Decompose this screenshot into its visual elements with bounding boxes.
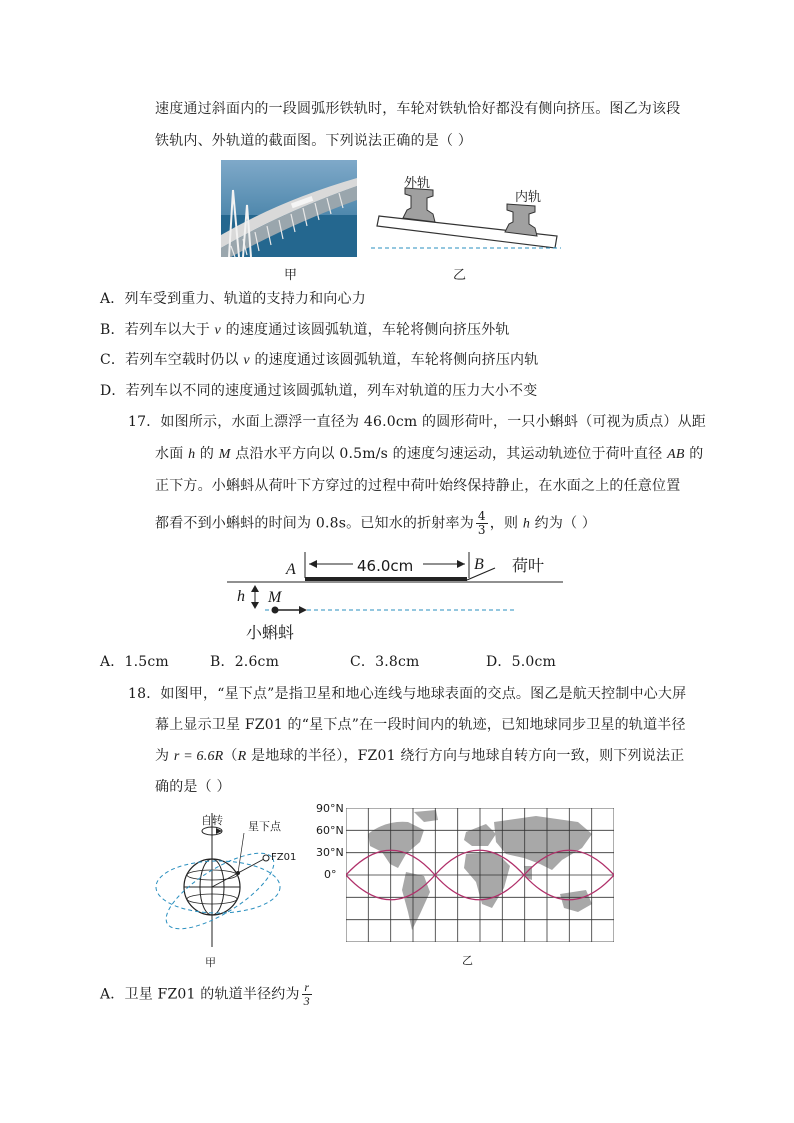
lat-30n-label: 30°N [316, 846, 344, 859]
rotation-label: 自转 [201, 814, 223, 827]
q18-option-a: A．卫星 FZ01 的轨道半径约为 $\frac{r}{3}$ [100, 980, 310, 1008]
fig18-jia-label: 甲 [205, 956, 216, 969]
earth-orbit-diagram [150, 805, 310, 950]
q16-option-c: C．若列车空载时仍以 v 的速度通过该圆弧轨道，车轮将侧向挤压内轨 [100, 352, 539, 368]
q16-intro-line2: 铁轨内、外轨道的截面图。下列说法正确的是（ ） [155, 133, 473, 149]
subsatellite-track-map [346, 808, 614, 942]
fig-yi-label: 乙 [453, 268, 467, 283]
refractive-index-fraction: $\frac{4}{3}$ [477, 509, 486, 537]
subsatellite-point-label: 星下点 [248, 820, 281, 833]
lat-90n-label: 90°N [316, 802, 344, 815]
q18-line3: 为 r = 6.6R（R 是地球的半径），FZ01 绕行方向与地球自转方向一致，则下列说法正 [155, 748, 685, 764]
q17-line1: 17．如图所示，水面上漂浮一直径为 46.0cm 的圆形荷叶，一只小蝌蚪（可视为质点）从距 [128, 414, 707, 430]
q16-intro-line1: 速度通过斜面内的一段圆弧形铁轨时，车轮对铁轨恰好都没有侧向挤压。图乙为该段 [155, 101, 681, 117]
outer-rail-label: 外轨 [404, 176, 431, 191]
rail-cross-section [365, 168, 565, 254]
fig18-yi-label: 乙 [462, 954, 473, 967]
q17-line4: 都看不到小蝌蚪的时间为 0.8s。已知水的折射率为 $\frac{4}{3}$ ，则 h 约为（ ） [155, 509, 597, 537]
point-b-label: B [474, 556, 484, 573]
q18-line2: 幕上显示卫星 FZ01 的“星下点”在一段时间内的轨迹，已知地球同步卫星的轨道半径 [155, 717, 686, 733]
q17-option-b: B．2.6cm [210, 654, 280, 670]
q17-option-a: A．1.5cm [100, 654, 169, 670]
q16-option-d: D．若列车以不同的速度通过该圆弧轨道，列车对轨道的压力大小不变 [100, 383, 538, 399]
leaf-diameter-label: 46.0cm [357, 557, 414, 575]
q17-option-d: D．5.0cm [486, 654, 557, 670]
lat-60n-label: 60°N [316, 824, 344, 837]
q17-line2: 水面 h 的 M 点沿水平方向以 0.5m/s 的速度匀速运动，其运动轨迹位于荷叶直径 AB 的 [155, 446, 704, 462]
bridge-photo [221, 160, 357, 257]
depth-h-label: h [237, 588, 245, 605]
q17-line3: 正下方。小蝌蚪从荷叶下方穿过的过程中荷叶始终保持静止，在水面之上的任意位置 [155, 478, 681, 494]
point-a-label: A [286, 561, 296, 578]
q16-option-b: B．若列车以大于 v 的速度通过该圆弧轨道，车轮将侧向挤压外轨 [100, 322, 510, 338]
q18-line1: 18．如图甲，“星下点”是指卫星和地心连线与地球表面的交点。图乙是航天控制中心大屏 [128, 686, 687, 702]
radius-fraction: $\frac{r}{3}$ [303, 980, 310, 1008]
point-m-label: M [268, 589, 282, 606]
q18-line4: 确的是（ ） [155, 779, 231, 795]
q17-option-c: C．3.8cm [350, 654, 420, 670]
inner-rail-label: 内轨 [515, 190, 542, 205]
satellite-fz01-label: FZ01 [271, 852, 297, 863]
lotus-leaf-label: 荷叶 [512, 556, 545, 575]
tadpole-label: 小蝌蚪 [246, 623, 295, 642]
q16-option-a: A．列车受到重力、轨道的支持力和向心力 [100, 291, 366, 307]
fig-jia-label: 甲 [284, 268, 298, 283]
lat-0-label: 0° [324, 868, 337, 881]
